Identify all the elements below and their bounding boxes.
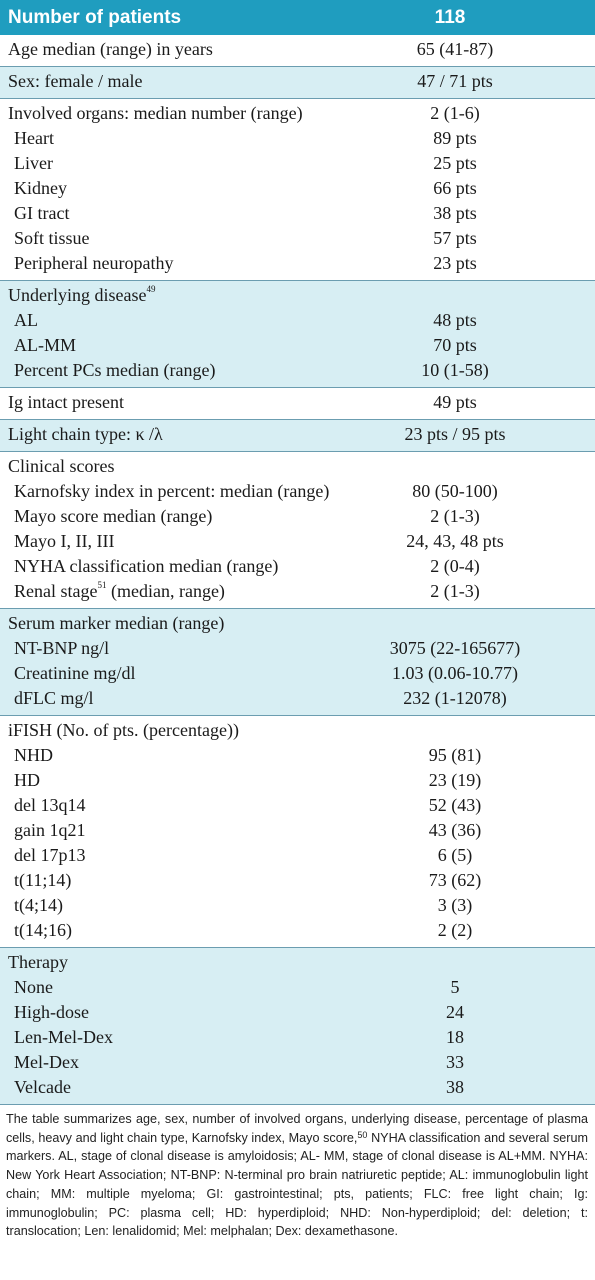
table-row <box>0 422 595 447</box>
row-label-text: Mayo score median (range) <box>14 506 213 526</box>
row-label <box>0 743 345 768</box>
table-header-row <box>0 0 595 35</box>
row-value: 2 (0-4) <box>430 556 480 576</box>
table-row <box>0 69 595 94</box>
row-label <box>0 868 345 893</box>
row-label-text: dFLC mg/l <box>14 688 94 708</box>
row-label <box>0 479 345 504</box>
row-label-text: Underlying disease <box>8 285 147 305</box>
row-label-text: del 17p13 <box>14 845 86 865</box>
row-label <box>0 529 345 554</box>
footnote-text-2: NYHA classification and several serum markers. AL, stage of clonal disease is amyloidosis; AL- MM, stage of clonal disease is AL+MM. NYHA: New York Heart Association; NT-BNP: N-terminal pro brain natriuretic peptide; AL: immunoglobulin light chain; MM: multiple myeloma; GI: gastrointestinal; pts, patients; FLC: free light chain; Ig: immunoglobulin; PC: plasma cell; HD: hyperdiploid; NHD: Non-hyperdiploid; del: deletion; t: translocation; Len: lenalidomid; Mel: melphalan; Dex: dexamethasone. <box>6 1130 588 1239</box>
row-label-text: HD <box>14 770 40 790</box>
table-row <box>0 1050 595 1075</box>
footnote-reference: 50 <box>357 1129 368 1140</box>
row-value: 23 (19) <box>428 770 482 790</box>
row-label-text: t(14;16) <box>14 920 72 940</box>
row-label-text: Renal stage <box>14 581 98 601</box>
row-label <box>0 176 345 201</box>
table-section <box>0 609 595 716</box>
row-label <box>0 251 345 276</box>
row-label <box>0 151 345 176</box>
row-label-text: GI tract <box>14 203 70 223</box>
row-label <box>0 1000 345 1025</box>
footnote-text-1: The table summarizes age, sex, number of involved organs, underlying disease, percentage of plasma cells, heavy and light chain type, Karnofsky index, Mayo score, <box>6 1112 588 1145</box>
table-row <box>0 950 595 975</box>
table-section <box>0 99 595 281</box>
row-value: 25 pts <box>433 153 477 173</box>
row-value: 232 (1-12078) <box>403 688 507 708</box>
header-value: 118 <box>434 7 466 28</box>
row-label-text: Involved organs: median number (range) <box>8 103 303 123</box>
row-value: 70 pts <box>433 335 477 355</box>
row-label-text: High-dose <box>14 1002 89 1022</box>
row-label-text: Creatinine mg/dl <box>14 663 136 683</box>
row-label-text: Karnofsky index in percent: median (range) <box>14 481 330 501</box>
row-label <box>0 975 345 1000</box>
row-value: 38 pts <box>433 203 477 223</box>
table-section <box>0 420 595 452</box>
row-label <box>0 818 345 843</box>
row-value: 2 (1-3) <box>430 506 480 526</box>
row-label <box>0 1075 345 1100</box>
row-label <box>0 893 345 918</box>
row-label <box>0 950 345 975</box>
table-row <box>0 611 595 636</box>
table-row <box>0 893 595 918</box>
header-label: Number of patients <box>8 7 182 28</box>
table-row <box>0 1025 595 1050</box>
row-label <box>0 69 345 94</box>
row-label <box>0 308 345 333</box>
row-value: 23 pts <box>433 253 477 273</box>
row-label-text: Age median (range) in years <box>8 39 213 59</box>
table-row <box>0 843 595 868</box>
row-value: 52 (43) <box>428 795 482 815</box>
row-label <box>0 1050 345 1075</box>
table-row <box>0 101 595 126</box>
table-row <box>0 308 595 333</box>
table-row <box>0 868 595 893</box>
table-row <box>0 686 595 711</box>
row-value: 38 <box>446 1077 464 1097</box>
table-row <box>0 793 595 818</box>
table-row <box>0 661 595 686</box>
row-label <box>0 37 345 62</box>
row-label <box>0 226 345 251</box>
row-value: 49 pts <box>433 392 477 412</box>
row-value: 2 (1-3) <box>430 581 480 601</box>
row-label-text: del 13q14 <box>14 795 86 815</box>
table-body <box>0 35 595 1105</box>
row-label <box>0 101 345 126</box>
row-label-text: Kidney <box>14 178 67 198</box>
row-label <box>0 390 345 415</box>
row-label <box>0 918 345 943</box>
row-label <box>0 611 345 636</box>
row-value: 80 (50-100) <box>412 481 498 501</box>
table-row <box>0 504 595 529</box>
row-label <box>0 718 345 743</box>
row-label <box>0 126 345 151</box>
row-value: 1.03 (0.06-10.77) <box>392 663 518 683</box>
row-value: 24 <box>446 1002 464 1022</box>
table-row <box>0 176 595 201</box>
table-row <box>0 454 595 479</box>
row-value: 6 (5) <box>437 845 473 865</box>
row-label <box>0 579 345 604</box>
row-label <box>0 283 345 308</box>
table-row <box>0 126 595 151</box>
table-row <box>0 554 595 579</box>
row-value: 2 (1-6) <box>430 103 480 123</box>
row-label <box>0 636 345 661</box>
row-label <box>0 358 345 383</box>
row-label-text: Velcade <box>14 1077 71 1097</box>
row-label <box>0 554 345 579</box>
row-label-text: Serum marker median (range) <box>8 613 225 633</box>
row-label-suffix: (median, range) <box>106 581 225 601</box>
table-row <box>0 358 595 383</box>
table-row <box>0 975 595 1000</box>
table-section <box>0 452 595 609</box>
row-value: 5 <box>450 977 460 997</box>
table-row <box>0 151 595 176</box>
row-label-text: iFISH (No. of pts. (percentage)) <box>8 720 239 740</box>
table-section <box>0 388 595 420</box>
table-footnote <box>6 1110 588 1241</box>
row-label <box>0 661 345 686</box>
row-label-text: Sex: female / male <box>8 71 143 91</box>
table-row <box>0 390 595 415</box>
row-label-text: None <box>14 977 53 997</box>
row-label-text: Liver <box>14 153 53 173</box>
table-row <box>0 1000 595 1025</box>
row-value: 43 (36) <box>428 820 482 840</box>
reference-superscript: 51 <box>97 580 107 590</box>
row-value: 10 (1-58) <box>421 360 489 380</box>
row-label-text: t(4;14) <box>14 895 63 915</box>
table-row <box>0 768 595 793</box>
table-row <box>0 743 595 768</box>
row-label-text: Percent PCs median (range) <box>14 360 216 380</box>
row-label <box>0 686 345 711</box>
row-label-text: NYHA classification median (range) <box>14 556 279 576</box>
table-row <box>0 718 595 743</box>
row-value: 89 pts <box>433 128 477 148</box>
row-value: 47 / 71 pts <box>417 71 493 91</box>
table-row <box>0 333 595 358</box>
row-label-text: Peripheral neuropathy <box>14 253 174 273</box>
row-label-text: t(11;14) <box>14 870 72 890</box>
table-row <box>0 636 595 661</box>
row-label <box>0 422 345 447</box>
row-value: 24, 43, 48 pts <box>406 531 504 551</box>
row-label-text: NHD <box>14 745 53 765</box>
row-label <box>0 768 345 793</box>
table-row <box>0 918 595 943</box>
table-row <box>0 251 595 276</box>
table-row <box>0 201 595 226</box>
row-label <box>0 454 345 479</box>
row-label <box>0 793 345 818</box>
row-label-text: Clinical scores <box>8 456 115 476</box>
table-section <box>0 948 595 1105</box>
table-section <box>0 281 595 388</box>
row-value: 73 (62) <box>428 870 482 890</box>
row-label-text: Light chain type: κ /λ <box>8 424 163 444</box>
row-label <box>0 843 345 868</box>
row-label <box>0 333 345 358</box>
row-label <box>0 1025 345 1050</box>
row-label-text: AL-MM <box>14 335 76 355</box>
row-label-text: Mel-Dex <box>14 1052 79 1072</box>
table-row <box>0 283 595 308</box>
table-row <box>0 226 595 251</box>
row-label-text: Ig intact present <box>8 392 124 412</box>
row-label-text: AL <box>14 310 38 330</box>
row-label-text: NT-BNP ng/l <box>14 638 110 658</box>
row-label <box>0 201 345 226</box>
row-value: 48 pts <box>433 310 477 330</box>
row-value: 3075 (22-165677) <box>389 638 521 658</box>
table-row <box>0 529 595 554</box>
row-value: 2 (2) <box>437 920 473 940</box>
table-row <box>0 818 595 843</box>
table-section <box>0 67 595 99</box>
row-label-text: Len-Mel-Dex <box>14 1027 113 1047</box>
table-row <box>0 37 595 62</box>
row-label-text: Soft tissue <box>14 228 90 248</box>
row-label-text: gain 1q21 <box>14 820 86 840</box>
reference-superscript: 49 <box>146 284 156 294</box>
row-value: 33 <box>446 1052 464 1072</box>
row-label-text: Mayo I, II, III <box>14 531 115 551</box>
table-row <box>0 479 595 504</box>
table-row <box>0 1075 595 1100</box>
row-label-text: Therapy <box>8 952 68 972</box>
row-value: 66 pts <box>433 178 477 198</box>
table-section <box>0 716 595 948</box>
row-value: 23 pts / 95 pts <box>404 424 506 444</box>
row-value: 95 (81) <box>428 745 482 765</box>
table-row <box>0 579 595 604</box>
row-value: 3 (3) <box>437 895 473 915</box>
row-label <box>0 504 345 529</box>
row-value: 65 (41-87) <box>416 39 494 59</box>
table-section <box>0 35 595 67</box>
row-value: 18 <box>446 1027 464 1047</box>
row-label-text: Heart <box>14 128 54 148</box>
row-value: 57 pts <box>433 228 477 248</box>
